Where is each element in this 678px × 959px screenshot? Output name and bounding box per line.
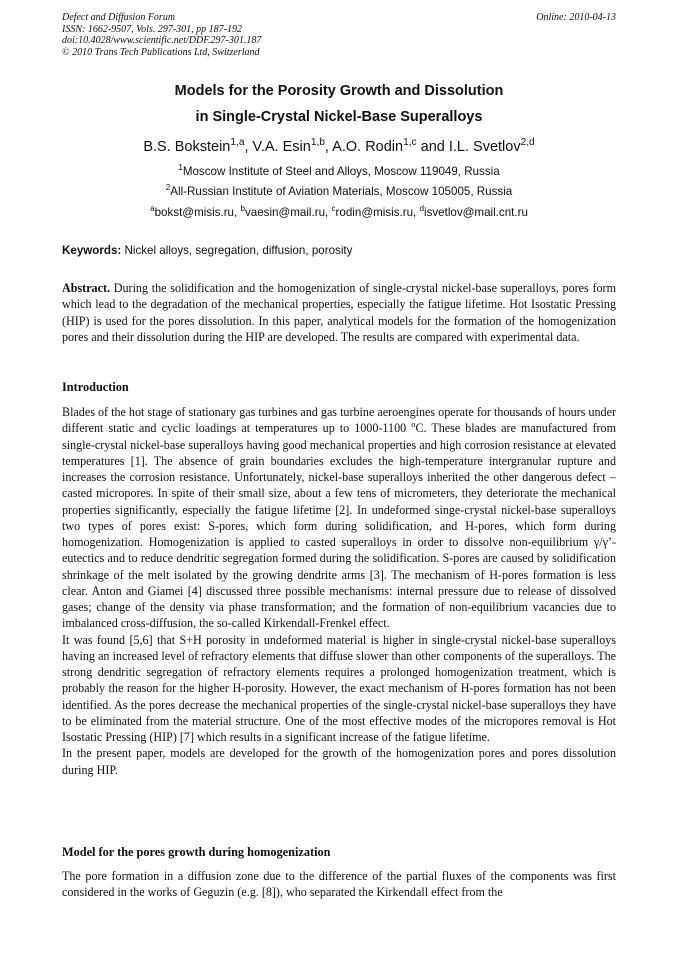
author-separator: and — [416, 139, 449, 155]
email-mark: a — [150, 204, 155, 214]
author-separator: , — [324, 139, 333, 155]
abstract-paragraph — [62, 280, 616, 345]
paper-title-line-2: in Single-Crystal Nickel-Base Superalloys — [195, 109, 483, 125]
introduction-paragraph-3: In the present paper, models are developed for the growth of the homogenization pores and pores dissolution during HIP. — [62, 746, 616, 777]
introduction-body — [62, 404, 616, 778]
author-separator: , — [244, 139, 253, 155]
author-affiliation-mark: 1,a — [230, 137, 245, 149]
affiliation-2 — [0, 185, 678, 198]
copyright-line: © 2010 Trans Tech Publications Ltd, Switzerland — [62, 46, 260, 58]
paper-title-line-1: Models for the Porosity Growth and Dissolution — [174, 83, 504, 99]
email-mark: d — [419, 204, 424, 214]
keywords-label: Keywords: — [62, 244, 122, 257]
email-mark: c — [331, 204, 336, 214]
model-paragraph-1: The pore formation in a diffusion zone due to the difference of the partial fluxes of the components was first considered in the works of Geguzin (e.g. [8]), who separated the Kirkendall effect from the — [62, 869, 616, 900]
abstract-label: Abstract. — [62, 281, 111, 295]
affiliation-mark: 2 — [165, 183, 171, 193]
email-address: rodin@misis.ru, — [335, 206, 420, 219]
affiliation-text: Moscow Institute of Steel and Alloys, Moscow 119049, Russia — [182, 165, 500, 178]
author-emails — [0, 206, 678, 219]
email-mark: b — [240, 204, 245, 214]
journal-header — [62, 12, 616, 58]
degree-mark: o — [411, 419, 416, 430]
journal-name: Defect and Diffusion Forum — [62, 12, 176, 23]
author-list — [0, 139, 678, 155]
email-address: isvetlov@mail.cnt.ru — [424, 206, 528, 219]
introduction-paragraph-1 — [62, 404, 616, 632]
doi-line: doi:10.4028/www.scientific.net/DDF.297-301.187 — [62, 35, 262, 46]
issn-line: ISSN: 1662-9507, Vols. 297-301, pp 187-192 — [62, 23, 242, 35]
introduction-paragraph-2: It was found [5,6] that S+H porosity in undeformed material is higher in single-crystal nickel-base superalloys having an increased level of refractory elements that diffuse slower than other components of the superalloys. The strong dendritic segregation of refractory elements requires a prolonged homogenization treatment, which is probably the reason for the higher H-porosity. However, the exact mechanism of H-pores formation has not been identified. As the pores decrease the mechanical properties of the single-crystal nickel-base superalloys they have to be eliminated from the material structure. One of the most effective modes of the micropores removal is Hot Isostatic Pressing (HIP) [7] which results in a significant increase of the fatigue lifetime. — [62, 632, 616, 744]
paragraph-text: Blades of the hot stage of stationary gas turbines and gas turbine aeroengines operate for thousands of hours under different static and cyclic loadings at temperatures up to 1000-1100 — [62, 405, 616, 436]
online-date: Online: 2010-04-13 — [536, 12, 616, 23]
affiliation-text: All-Russian Institute of Aviation Materials, Moscow 105005, Russia — [170, 185, 513, 198]
affiliation-1 — [0, 165, 678, 178]
keywords-text: Nickel alloys, segregation, diffusion, porosity — [121, 244, 353, 257]
author-name: A.O. Rodin — [332, 139, 404, 155]
author-affiliation-mark: 1,b — [310, 137, 325, 149]
abstract-text: During the solidification and the homogenization of single-crystal nickel-base superalloys, pores form which lead to the degradation of the mechanical properties, especially the fatigue lifetime. Hot Isostatic Pressing (HIP) is used for the pores dissolution. In this paper, analytical models for the formation of the homogenization pores and their dissolution during the HIP are developed. The results are compared with experimental data. — [62, 281, 616, 344]
email-address: bokst@misis.ru, — [154, 206, 241, 219]
introduction-heading: Introduction — [62, 380, 129, 394]
author-name: I.L. Svetlov — [448, 139, 521, 155]
author-affiliation-mark: 1,c — [403, 137, 417, 149]
email-address: vaesin@mail.ru, — [244, 206, 332, 219]
affiliation-mark: 1 — [178, 163, 183, 173]
author-name: V.A. Esin — [252, 139, 311, 155]
author-affiliation-mark: 2,d — [520, 137, 535, 149]
model-section-heading: Model for the pores growth during homogenization — [62, 845, 331, 859]
keywords-line — [62, 244, 616, 257]
paragraph-text: C. These blades are manufactured from single-crystal nickel-base superalloys having good mechanical properties and high corrosion resistance at elevated temperatures [1]. The absence of grain boundaries excludes the high-temperature intergranular rupture and increases the corrosion resistance. Unfortunately, nickel-base superalloys inherited the other dangerous defect – casted micropores. In spite of their small size, about a few tens of micrometers, they deteriorate the mechanical properties significantly, especially the fatigue lifetime [2]. In undeformed singe-crystal nickel-base superalloys two types of pores exist: S-pores, which form during solidification, and H-pores, which form during homogenization. Homogenization is applied to casted superalloys in order to dissolve non-equilibrium γ/γ’-eutectics and to reduce dendritic segregation formed during the solidification. S-pores are caused by solidification shrinkage of the melt isolated by the growing dendrite arms [3]. The mechanism of H-pores formation is less clear. Anton and Giamei [4] discussed three possible mechanisms: internal pressure due to release of dissolved gases; change of the density via phase transformation; and the formation of non-equilibrium vacancies due to imbalanced cross-diffusion, the so-called Kirkendall-Frenkel effect. — [62, 421, 616, 631]
author-name: B.S. Bokstein — [143, 139, 231, 155]
